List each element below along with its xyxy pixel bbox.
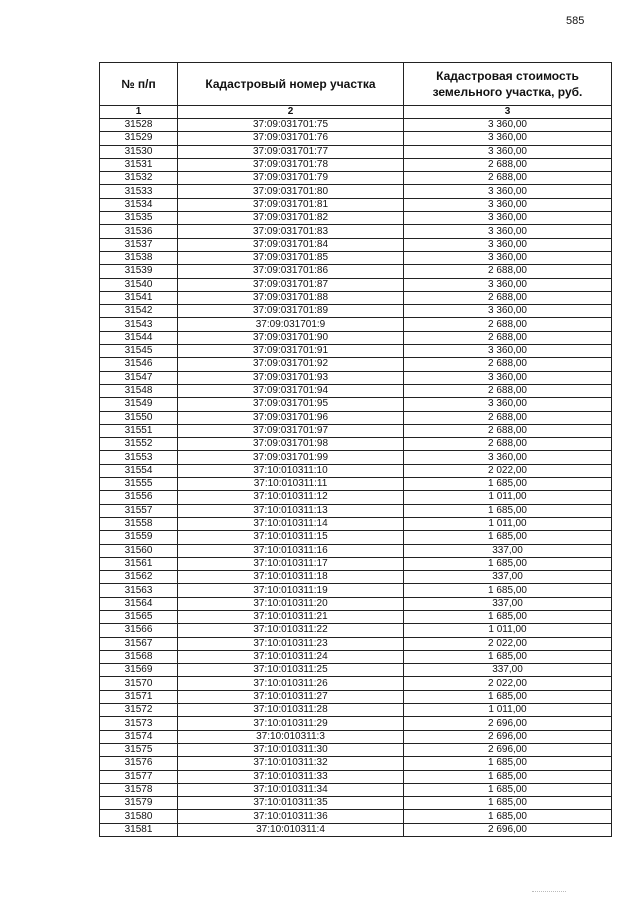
cadastral-number-cell: 37:09:031701:93 — [178, 371, 404, 384]
table-row — [100, 331, 612, 344]
table-row — [100, 531, 612, 544]
cadastral-value-cell: 3 360,00 — [404, 278, 612, 291]
row-number-cell: 31558 — [100, 517, 178, 530]
cadastral-value-cell: 3 360,00 — [404, 212, 612, 225]
table-row — [100, 345, 612, 358]
cadastral-value-cell: 1 685,00 — [404, 557, 612, 570]
cadastral-value-table — [99, 62, 612, 837]
cadastral-number-cell: 37:10:010311:34 — [178, 783, 404, 796]
table-row — [100, 438, 612, 451]
cadastral-value-cell: 1 011,00 — [404, 704, 612, 717]
table-row — [100, 690, 612, 703]
cadastral-value-cell: 1 685,00 — [404, 810, 612, 823]
table-row — [100, 464, 612, 477]
cadastral-value-cell: 3 360,00 — [404, 198, 612, 211]
table-row — [100, 198, 612, 211]
cadastral-value-cell: 1 685,00 — [404, 531, 612, 544]
cadastral-value-cell: 2 688,00 — [404, 411, 612, 424]
table-row — [100, 517, 612, 530]
cadastral-number-cell: 37:10:010311:21 — [178, 610, 404, 623]
cadastral-value-cell: 2 696,00 — [404, 743, 612, 756]
table-row — [100, 478, 612, 491]
cadastral-value-cell: 1 685,00 — [404, 650, 612, 663]
cadastral-number-cell: 37:10:010311:14 — [178, 517, 404, 530]
cadastral-value-cell: 3 360,00 — [404, 345, 612, 358]
row-number-cell: 31567 — [100, 637, 178, 650]
cadastral-value-cell: 3 360,00 — [404, 398, 612, 411]
cadastral-number-cell: 37:09:031701:89 — [178, 305, 404, 318]
cadastral-value-cell: 1 685,00 — [404, 690, 612, 703]
cadastral-value-cell: 2 022,00 — [404, 464, 612, 477]
cadastral-value-cell: 2 688,00 — [404, 424, 612, 437]
row-number-cell: 31555 — [100, 478, 178, 491]
cadastral-number-cell: 37:10:010311:35 — [178, 797, 404, 810]
cadastral-value-cell: 1 685,00 — [404, 757, 612, 770]
table-row — [100, 650, 612, 663]
cadastral-number-cell: 37:09:031701:98 — [178, 438, 404, 451]
table-row — [100, 411, 612, 424]
cadastral-value-cell: 2 688,00 — [404, 384, 612, 397]
row-number-cell: 31537 — [100, 238, 178, 251]
cadastral-value-cell: 1 685,00 — [404, 770, 612, 783]
row-number-cell: 31533 — [100, 185, 178, 198]
row-number-cell: 31580 — [100, 810, 178, 823]
table-row — [100, 358, 612, 371]
cadastral-number-cell: 37:10:010311:16 — [178, 544, 404, 557]
cadastral-value-cell: 2 688,00 — [404, 358, 612, 371]
table-row — [100, 717, 612, 730]
table-row — [100, 664, 612, 677]
cadastral-value-cell: 3 360,00 — [404, 371, 612, 384]
cadastral-value-cell: 3 360,00 — [404, 238, 612, 251]
cadastral-value-cell: 3 360,00 — [404, 225, 612, 238]
cadastral-value-cell: 2 696,00 — [404, 730, 612, 743]
table-row — [100, 544, 612, 557]
cadastral-value-cell: 337,00 — [404, 597, 612, 610]
cadastral-number-cell: 37:10:010311:3 — [178, 730, 404, 743]
table-row — [100, 823, 612, 836]
table-row — [100, 384, 612, 397]
table-row — [100, 557, 612, 570]
cadastral-value-cell: 1 685,00 — [404, 783, 612, 796]
row-number-cell: 31546 — [100, 358, 178, 371]
table-row — [100, 265, 612, 278]
table-row — [100, 624, 612, 637]
table-row — [100, 491, 612, 504]
cadastral-value-cell: 1 685,00 — [404, 504, 612, 517]
table-row — [100, 371, 612, 384]
cadastral-number-cell: 37:09:031701:76 — [178, 132, 404, 145]
row-number-cell: 31560 — [100, 544, 178, 557]
cadastral-number-cell: 37:10:010311:15 — [178, 531, 404, 544]
table-row — [100, 704, 612, 717]
cadastral-value-cell: 1 685,00 — [404, 584, 612, 597]
row-number-cell: 31549 — [100, 398, 178, 411]
cadastral-number-cell: 37:10:010311:19 — [178, 584, 404, 597]
table-row — [100, 172, 612, 185]
cadastral-number-cell: 37:10:010311:23 — [178, 637, 404, 650]
row-number-cell: 31571 — [100, 690, 178, 703]
cadastral-number-cell: 37:10:010311:18 — [178, 571, 404, 584]
row-number-cell: 31540 — [100, 278, 178, 291]
row-number-cell: 31543 — [100, 318, 178, 331]
cadastral-value-cell: 2 688,00 — [404, 265, 612, 278]
cadastral-value-cell: 1 011,00 — [404, 624, 612, 637]
cadastral-value-cell: 3 360,00 — [404, 451, 612, 464]
cadastral-value-cell: 3 360,00 — [404, 132, 612, 145]
table-row — [100, 797, 612, 810]
cadastral-value-cell: 3 360,00 — [404, 119, 612, 132]
table-row — [100, 610, 612, 623]
cadastral-number-cell: 37:09:031701:80 — [178, 185, 404, 198]
cadastral-value-cell: 337,00 — [404, 544, 612, 557]
row-number-cell: 31556 — [100, 491, 178, 504]
table-row — [100, 810, 612, 823]
row-number-cell: 31572 — [100, 704, 178, 717]
column-number-row — [100, 106, 612, 119]
cadastral-number-cell: 37:09:031701:85 — [178, 251, 404, 264]
cadastral-number-cell: 37:09:031701:96 — [178, 411, 404, 424]
cadastral-number-cell: 37:10:010311:28 — [178, 704, 404, 717]
row-number-cell: 31528 — [100, 119, 178, 132]
cadastral-number-cell: 37:10:010311:33 — [178, 770, 404, 783]
row-number-cell: 31552 — [100, 438, 178, 451]
table-row — [100, 158, 612, 171]
column-number: 2 — [178, 106, 404, 119]
row-number-cell: 31559 — [100, 531, 178, 544]
cadastral-number-cell: 37:09:031701:95 — [178, 398, 404, 411]
cadastral-number-cell: 37:10:010311:26 — [178, 677, 404, 690]
row-number-cell: 31561 — [100, 557, 178, 570]
cadastral-number-cell: 37:10:010311:25 — [178, 664, 404, 677]
cadastral-value-cell: 2 688,00 — [404, 172, 612, 185]
table-row — [100, 504, 612, 517]
row-number-cell: 31568 — [100, 650, 178, 663]
row-number-cell: 31550 — [100, 411, 178, 424]
cadastral-number-cell: 37:09:031701:90 — [178, 331, 404, 344]
row-number-cell: 31575 — [100, 743, 178, 756]
row-number-cell: 31536 — [100, 225, 178, 238]
row-number-cell: 31554 — [100, 464, 178, 477]
cadastral-value-cell: 2 022,00 — [404, 677, 612, 690]
cadastral-number-cell: 37:10:010311:24 — [178, 650, 404, 663]
cadastral-number-cell: 37:09:031701:86 — [178, 265, 404, 278]
cadastral-number-cell: 37:09:031701:79 — [178, 172, 404, 185]
cadastral-number-cell: 37:09:031701:87 — [178, 278, 404, 291]
table-row — [100, 571, 612, 584]
table-row — [100, 251, 612, 264]
cadastral-number-cell: 37:09:031701:97 — [178, 424, 404, 437]
row-number-cell: 31553 — [100, 451, 178, 464]
cadastral-number-cell: 37:10:010311:22 — [178, 624, 404, 637]
table-row — [100, 451, 612, 464]
table-row — [100, 238, 612, 251]
cadastral-number-cell: 37:10:010311:4 — [178, 823, 404, 836]
row-number-cell: 31529 — [100, 132, 178, 145]
scan-mark — [532, 891, 566, 895]
header-cadastral-number: Кадастровый номер участка — [178, 63, 404, 106]
cadastral-value-cell: 1 011,00 — [404, 517, 612, 530]
row-number-cell: 31557 — [100, 504, 178, 517]
table-body — [100, 119, 612, 837]
row-number-cell: 31574 — [100, 730, 178, 743]
table-header-row — [100, 63, 612, 106]
cadastral-number-cell: 37:10:010311:27 — [178, 690, 404, 703]
row-number-cell: 31579 — [100, 797, 178, 810]
header-row-number: № п/п — [100, 63, 178, 106]
row-number-cell: 31531 — [100, 158, 178, 171]
cadastral-number-cell: 37:10:010311:10 — [178, 464, 404, 477]
row-number-cell: 31570 — [100, 677, 178, 690]
cadastral-number-cell: 37:09:031701:75 — [178, 119, 404, 132]
cadastral-number-cell: 37:09:031701:77 — [178, 145, 404, 158]
row-number-cell: 31547 — [100, 371, 178, 384]
table-row — [100, 212, 612, 225]
cadastral-number-cell: 37:09:031701:92 — [178, 358, 404, 371]
table-row — [100, 278, 612, 291]
table-row — [100, 291, 612, 304]
row-number-cell: 31551 — [100, 424, 178, 437]
table-row — [100, 637, 612, 650]
row-number-cell: 31578 — [100, 783, 178, 796]
cadastral-value-cell: 2 688,00 — [404, 158, 612, 171]
cadastral-value-cell: 2 688,00 — [404, 331, 612, 344]
cadastral-value-cell: 2 688,00 — [404, 318, 612, 331]
cadastral-value-cell: 2 022,00 — [404, 637, 612, 650]
cadastral-value-cell: 3 360,00 — [404, 185, 612, 198]
column-number: 3 — [404, 106, 612, 119]
table-row — [100, 424, 612, 437]
row-number-cell: 31539 — [100, 265, 178, 278]
cadastral-number-cell: 37:09:031701:78 — [178, 158, 404, 171]
cadastral-number-cell: 37:10:010311:11 — [178, 478, 404, 491]
row-number-cell: 31532 — [100, 172, 178, 185]
cadastral-number-cell: 37:09:031701:84 — [178, 238, 404, 251]
column-number: 1 — [100, 106, 178, 119]
cadastral-value-cell: 1 685,00 — [404, 478, 612, 491]
row-number-cell: 31576 — [100, 757, 178, 770]
row-number-cell: 31573 — [100, 717, 178, 730]
table-row — [100, 770, 612, 783]
cadastral-number-cell: 37:10:010311:36 — [178, 810, 404, 823]
table-row — [100, 145, 612, 158]
cadastral-value-cell: 2 688,00 — [404, 291, 612, 304]
cadastral-value-cell: 3 360,00 — [404, 251, 612, 264]
row-number-cell: 31544 — [100, 331, 178, 344]
row-number-cell: 31562 — [100, 571, 178, 584]
table-row — [100, 119, 612, 132]
row-number-cell: 31581 — [100, 823, 178, 836]
cadastral-value-cell: 337,00 — [404, 571, 612, 584]
cadastral-number-cell: 37:09:031701:82 — [178, 212, 404, 225]
table-row — [100, 584, 612, 597]
row-number-cell: 31577 — [100, 770, 178, 783]
cadastral-number-cell: 37:10:010311:17 — [178, 557, 404, 570]
cadastral-number-cell: 37:09:031701:81 — [178, 198, 404, 211]
table-row — [100, 132, 612, 145]
cadastral-number-cell: 37:10:010311:20 — [178, 597, 404, 610]
row-number-cell: 31538 — [100, 251, 178, 264]
header-cadastral-value: Кадастровая стоимость земельного участка, руб. — [404, 63, 612, 106]
table-row — [100, 757, 612, 770]
cadastral-number-cell: 37:09:031701:94 — [178, 384, 404, 397]
cadastral-value-cell: 3 360,00 — [404, 145, 612, 158]
cadastral-number-cell: 37:09:031701:99 — [178, 451, 404, 464]
cadastral-number-cell: 37:10:010311:12 — [178, 491, 404, 504]
table-row — [100, 185, 612, 198]
cadastral-value-cell: 1 685,00 — [404, 610, 612, 623]
cadastral-value-cell: 337,00 — [404, 664, 612, 677]
cadastral-value-cell: 2 696,00 — [404, 823, 612, 836]
cadastral-number-cell: 37:09:031701:88 — [178, 291, 404, 304]
cadastral-value-cell: 3 360,00 — [404, 305, 612, 318]
cadastral-number-cell: 37:10:010311:29 — [178, 717, 404, 730]
cadastral-value-cell: 1 011,00 — [404, 491, 612, 504]
row-number-cell: 31548 — [100, 384, 178, 397]
table-row — [100, 225, 612, 238]
cadastral-value-cell: 2 696,00 — [404, 717, 612, 730]
row-number-cell: 31565 — [100, 610, 178, 623]
row-number-cell: 31541 — [100, 291, 178, 304]
table-row — [100, 305, 612, 318]
row-number-cell: 31535 — [100, 212, 178, 225]
table-row — [100, 597, 612, 610]
cadastral-value-cell: 1 685,00 — [404, 797, 612, 810]
row-number-cell: 31534 — [100, 198, 178, 211]
cadastral-number-cell: 37:09:031701:9 — [178, 318, 404, 331]
cadastral-value-cell: 2 688,00 — [404, 438, 612, 451]
table-row — [100, 318, 612, 331]
row-number-cell: 31542 — [100, 305, 178, 318]
row-number-cell: 31566 — [100, 624, 178, 637]
cadastral-number-cell: 37:10:010311:13 — [178, 504, 404, 517]
row-number-cell: 31563 — [100, 584, 178, 597]
table-row — [100, 677, 612, 690]
table-row — [100, 730, 612, 743]
table-row — [100, 398, 612, 411]
table-row — [100, 783, 612, 796]
cadastral-number-cell: 37:09:031701:91 — [178, 345, 404, 358]
cadastral-number-cell: 37:10:010311:32 — [178, 757, 404, 770]
row-number-cell: 31545 — [100, 345, 178, 358]
cadastral-number-cell: 37:10:010311:30 — [178, 743, 404, 756]
row-number-cell: 31569 — [100, 664, 178, 677]
row-number-cell: 31530 — [100, 145, 178, 158]
row-number-cell: 31564 — [100, 597, 178, 610]
table-row — [100, 743, 612, 756]
page-number: 585 — [566, 15, 585, 27]
cadastral-number-cell: 37:09:031701:83 — [178, 225, 404, 238]
